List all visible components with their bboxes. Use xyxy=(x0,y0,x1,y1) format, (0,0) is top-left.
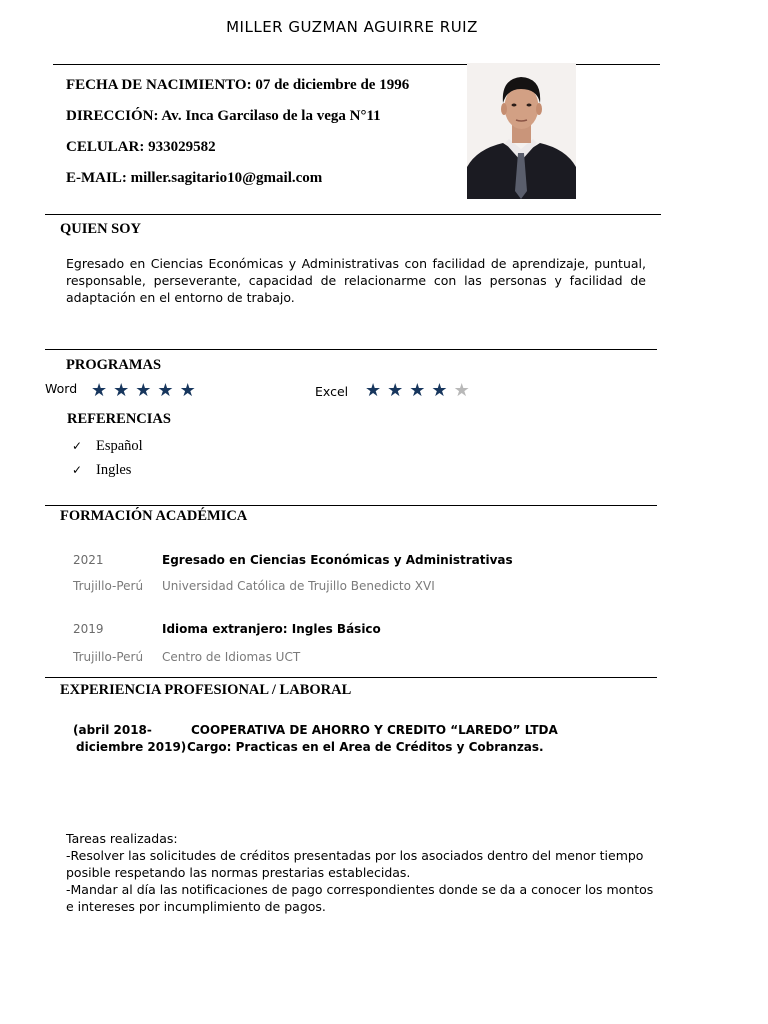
star-icon: ★ xyxy=(365,380,382,400)
programs-title: PROGRAMAS xyxy=(66,357,162,373)
reference-item xyxy=(72,438,143,455)
star-icon: ★ xyxy=(91,380,108,400)
divider xyxy=(45,505,657,506)
email: E-MAIL: miller.sagitario10@gmail.com xyxy=(66,170,323,186)
task-item: -Mandar al día las notificaciones de pago correspondientes donde se da a conocer los montos e intereses por incumplimiento de pagos. xyxy=(66,882,654,914)
check-icon: ✓ xyxy=(72,439,83,453)
divider xyxy=(45,677,657,678)
program-excel-label: Excel xyxy=(315,384,349,399)
education-place: Trujillo-Perú xyxy=(73,579,144,593)
task-item: -Resolver las solicitudes de créditos presentadas por los asociados dentro del menor tiempo posible respetando las normas prestarias establecidas. xyxy=(66,848,644,880)
star-icon: ★ xyxy=(157,380,174,400)
education-year: 2021 xyxy=(73,553,104,567)
phone: CELULAR: 933029582 xyxy=(66,139,216,155)
candidate-name: MILLER GUZMAN AGUIRRE RUIZ xyxy=(226,18,478,36)
star-icon: ★ xyxy=(409,380,426,400)
experience-tasks xyxy=(66,830,656,915)
education-institution: Universidad Católica de Trujillo Benedicto XVI xyxy=(162,579,435,593)
education-title: FORMACIÓN ACADÉMICA xyxy=(60,508,248,524)
education-degree: Idioma extranjero: Ingles Básico xyxy=(162,622,381,636)
experience-title: EXPERIENCIA PROFESIONAL / LABORAL xyxy=(60,682,352,698)
education-institution: Centro de Idiomas UCT xyxy=(162,650,301,664)
education-degree: Egresado en Ciencias Económicas y Administrativas xyxy=(162,553,513,567)
star-icon: ★ xyxy=(135,380,152,400)
reference-label: Ingles xyxy=(96,462,132,478)
reference-item xyxy=(72,462,131,479)
education-year: 2019 xyxy=(73,622,104,636)
birth-date: FECHA DE NACIMIENTO: 07 de diciembre de 1996 xyxy=(66,77,410,93)
about-text: Egresado en Ciencias Económicas y Administrativas con facilidad de aprendizaje, puntual, responsable, perseverante, capacidad de relacionarme con las personas y facilidad de adaptación en el entorno de trabajo. xyxy=(66,256,646,305)
experience-company: COOPERATIVA DE AHORRO Y CREDITO “LAREDO” LTDA xyxy=(191,723,558,737)
about-title: QUIEN SOY xyxy=(60,221,141,237)
reference-label: Español xyxy=(96,438,143,454)
tasks-title: Tareas realizadas: xyxy=(66,831,178,846)
education-place: Trujillo-Perú xyxy=(73,650,144,664)
star-icon: ★ xyxy=(431,380,448,400)
program-word-label: Word xyxy=(45,381,78,396)
program-word-rating xyxy=(91,381,196,399)
program-excel-rating xyxy=(365,381,470,399)
star-icon: ★ xyxy=(179,380,196,400)
star-icon: ★ xyxy=(387,380,404,400)
check-icon: ✓ xyxy=(72,463,83,477)
references-title: REFERENCIAS xyxy=(67,411,171,427)
address: DIRECCIÓN: Av. Inca Garcilaso de la vega N°11 xyxy=(66,108,381,124)
profile-photo xyxy=(467,63,576,199)
experience-period-end: diciembre 2019) xyxy=(76,740,187,754)
experience-role: Cargo: Practicas en el Area de Créditos y Cobranzas. xyxy=(187,740,544,754)
divider xyxy=(45,349,657,350)
star-icon: ★ xyxy=(113,380,130,400)
experience-period-start: (abril 2018- xyxy=(73,723,152,737)
star-icon: ★ xyxy=(453,380,470,400)
divider xyxy=(45,214,661,215)
